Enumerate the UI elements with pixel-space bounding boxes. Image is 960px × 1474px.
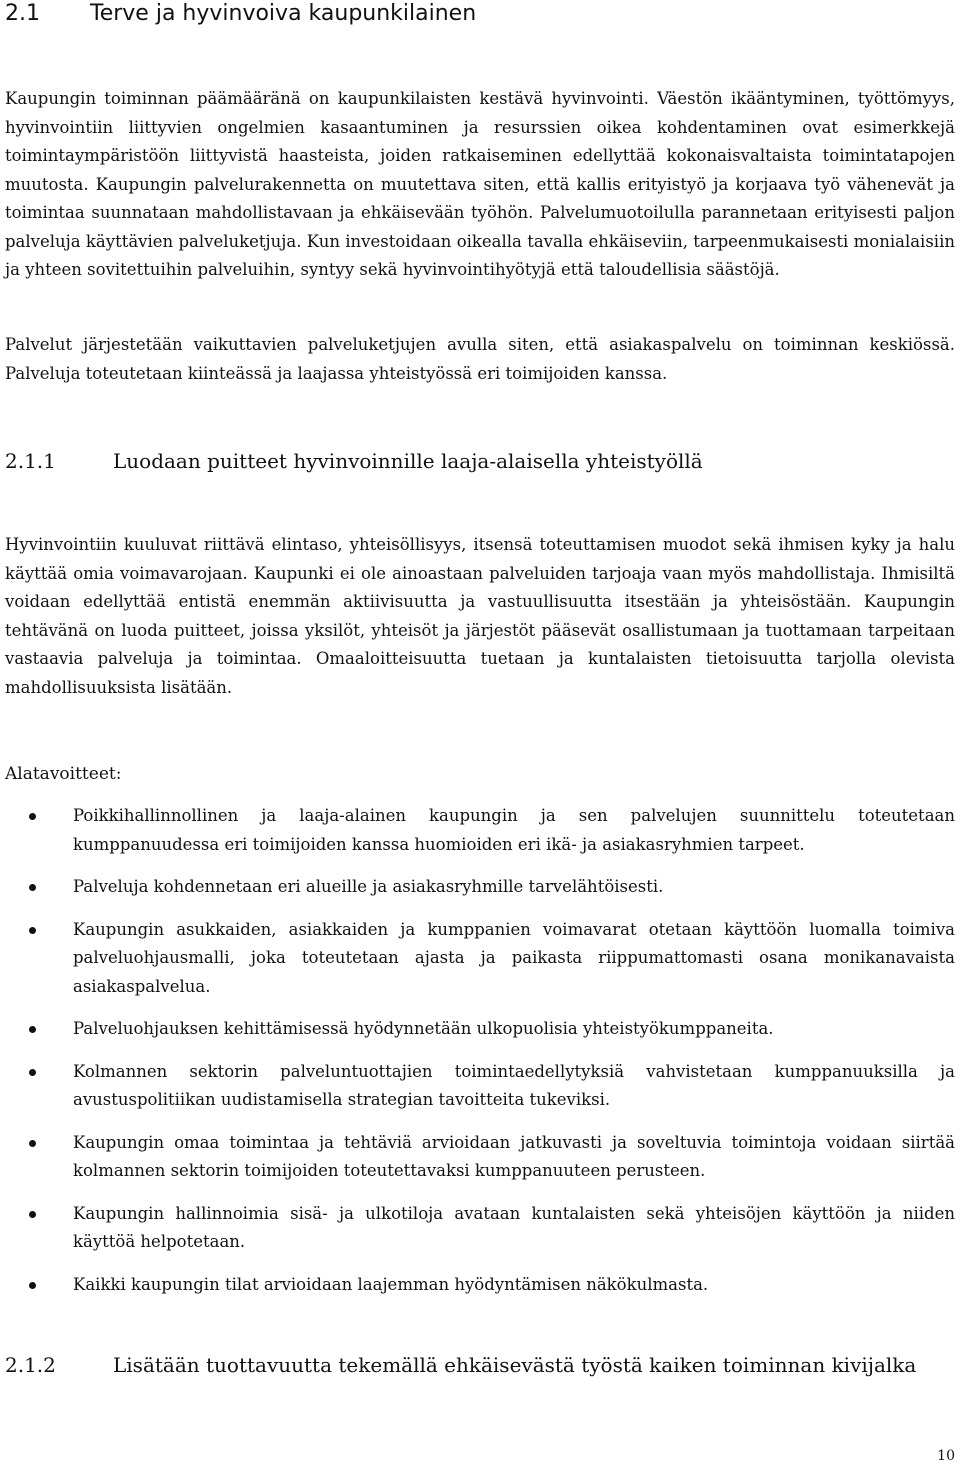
subsection-title: Lisätään tuottavuutta tekemällä ehkäisevästä työstä kaiken toiminnan kivijalka (113, 1353, 917, 1377)
subsection-number: 2.1.2 (5, 1353, 56, 1377)
subsection-heading-2-1-1 (5, 447, 703, 475)
bullet-icon (29, 927, 36, 934)
list-item: Kaupungin omaa toimintaa ja tehtäviä arvioidaan jatkuvasti ja soveltuvia toimintoja voidaan siirtää kolmannen sektorin toimijoiden toteutettavaksi kumppanuuteen perusteen. (5, 1129, 955, 1186)
subsection-paragraph (5, 531, 955, 702)
bullet-icon (29, 884, 36, 891)
bullet-icon (29, 1211, 36, 1218)
list-item: Palveluohjauksen kehittämisessä hyödynnetään ulkopuolisia yhteistyökumppaneita. (5, 1015, 955, 1044)
section-heading (5, 0, 476, 28)
subgoals-list (5, 802, 955, 1299)
paragraph: Kaupungin toiminnan päämääränä on kaupunkilaisten kestävä hyvinvointi. Väestön ikääntyminen, työttömyys, hyvinvointiin liittyvien ongelmien kasaantuminen ja resurssien oikea kohdentaminen ovat esimerkkejä toimintaympäristöön liittyvistä haasteista, joiden ratkaiseminen edellyttää kokonaisvaltaista toimintatapojen muutosta. Kaupungin palvelurakennetta on muutettava siten, että kallis erityistyö ja korjaava työ vähenevät ja toimintaa suunnataan mahdollistavaan ja ehkäisevään työhön. Palvelumuotoilulla parannetaan erityisesti paljon palveluja käyttävien palveluketjuja. Kun investoidaan oikealla tavalla ehkäiseviin, tarpeenmukaisesti monialaisiin ja yhteen sovitettuihin palveluihin, syntyy sekä hyvinvointihyötyjä että taloudellisia säästöjä. (5, 89, 955, 279)
list-item: Kaupungin asukkaiden, asiakkaiden ja kumppanien voimavarat otetaan käyttöön luomalla toimiva palveluohjausmalli, joka toteutetaan ajasta ja paikasta riippumattomasti osana monikanavaista asiakaspalvelua. (5, 916, 955, 1002)
list-item: Palveluja kohdennetaan eri alueille ja asiakasryhmille tarvelähtöisesti. (5, 873, 955, 902)
page-number: 10 (937, 1448, 955, 1464)
list-item: Poikkihallinnollinen ja laaja-alainen kaupungin ja sen palvelujen suunnittelu toteutetaan kumppanuudessa eri toimijoiden kanssa huomioiden eri ikä- ja asiakasryhmien tarpeet. (5, 802, 955, 859)
subsection-title: Luodaan puitteet hyvinvoinnille laaja-alaisella yhteistyöllä (113, 449, 703, 473)
intro-paragraph-2 (5, 331, 955, 388)
section-title: Terve ja hyvinvoiva kaupunkilainen (90, 1, 477, 26)
subsection-number: 2.1.1 (5, 449, 56, 473)
paragraph: Hyvinvointiin kuuluvat riittävä elintaso, yhteisöllisyys, itsensä toteuttamisen muodot sekä ihmisen kyky ja halu käyttää omia voimavarojaan. Kaupunki ei ole ainoastaan palveluiden tarjoaja vaan myös mahdollistaja. Ihmisiltä voidaan edellyttää entistä enemmän aktiivisuutta ja vastuullisuutta itsestään ja yhteisöstään. Kaupungin tehtävänä on luoda puitteet, joissa yksilöt, yhteisöt ja järjestöt pääsevät osallistumaan ja tuottamaan tarpeitaan vastaavia palveluja ja toimintaa. Omaaloitteisuutta tuetaan ja kuntalaisten tietoisuutta tarjolla olevista mahdollisuuksista lisätään. (5, 535, 955, 697)
bullet-icon (29, 813, 36, 820)
bullet-icon (29, 1282, 36, 1289)
list-item: Kaikki kaupungin tilat arvioidaan laajemman hyödyntämisen näkökulmasta. (5, 1271, 955, 1300)
bullet-icon (29, 1140, 36, 1147)
intro-paragraph (5, 85, 955, 285)
subgoals-label: Alatavoitteet: (5, 764, 122, 784)
subsection-heading-2-1-2 (5, 1351, 916, 1379)
list-item: Kaupungin hallinnoimia sisä- ja ulkotiloja avataan kuntalaisten sekä yhteisöjen käyttöön ja niiden käyttöä helpotetaan. (5, 1200, 955, 1257)
bullet-icon (29, 1026, 36, 1033)
list-item: Kolmannen sektorin palveluntuottajien toimintaedellytyksiä vahvistetaan kumppanuuksilla ja avustuspolitiikan uudistamisella strategian tavoitteita tukeviksi. (5, 1058, 955, 1115)
bullet-icon (29, 1069, 36, 1076)
paragraph: Palvelut järjestetään vaikuttavien palveluketjujen avulla siten, että asiakaspalvelu on toiminnan keskiössä. Palveluja toteutetaan kiinteässä ja laajassa yhteistyössä eri toimijoiden kanssa. (5, 335, 955, 383)
section-number: 2.1 (5, 1, 40, 26)
